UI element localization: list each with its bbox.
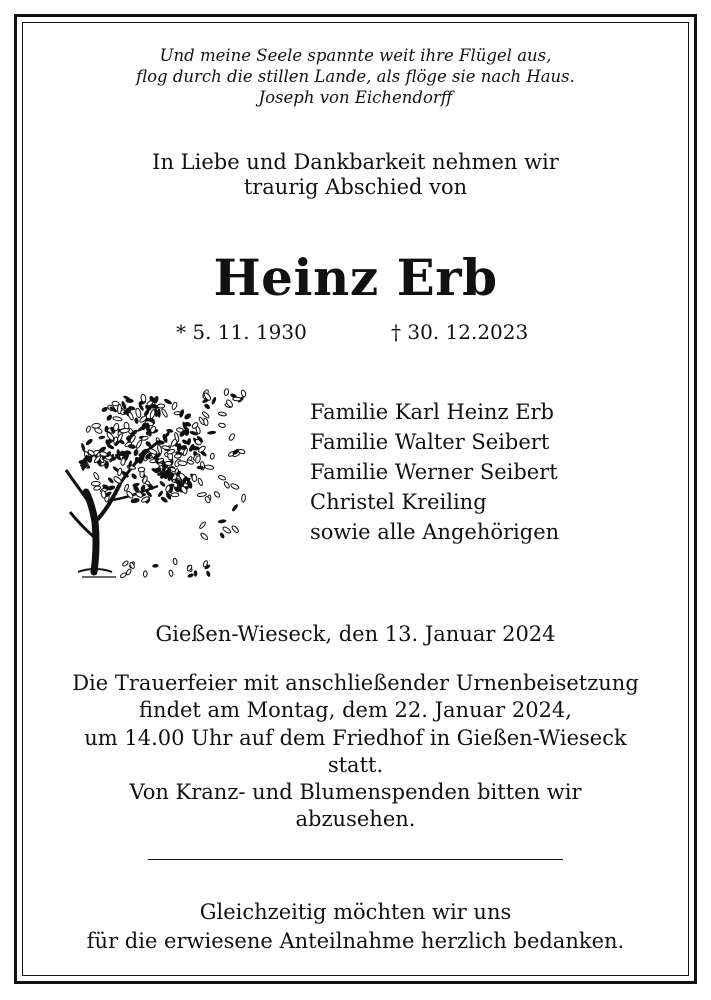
deceased-name: Heinz Erb: [213, 248, 498, 307]
thanks-line: Gleichzeitig möchten wir uns: [199, 900, 512, 924]
quote-line: flog durch die stillen Lande, als flöge sie nach Haus.: [136, 67, 575, 86]
quote-line: Und meine Seele spannte weit ihre Flügel aus,: [159, 46, 552, 65]
ceremony-line: Von Kranz- und Blumenspenden bitten wir: [129, 780, 582, 805]
mourner-name: Christel Kreiling: [310, 490, 487, 514]
ceremony-line: statt.: [327, 752, 384, 777]
poem-quote: [0, 45, 711, 108]
intro-line: In Liebe und Dankbarkeit nehmen wir: [152, 150, 559, 174]
thanks-text: [0, 898, 711, 956]
thanks-line: für die erwiesene Anteilnahme herzlich bedanken.: [86, 929, 625, 953]
death-date: † 30. 12.2023: [391, 320, 529, 344]
ceremony-line: um 14.00 Uhr auf dem Friedhof in Gießen-Wieseck: [84, 725, 627, 750]
mourner-list: [310, 397, 559, 547]
mourner-name: Familie Walter Seibert: [310, 430, 550, 454]
intro-line: traurig Abschied von: [243, 175, 468, 199]
place-and-date: Gießen-Wieseck, den 13. Januar 2024: [155, 622, 556, 646]
birth-date: * 5. 11. 1930: [176, 320, 307, 344]
intro-text: [0, 150, 711, 200]
ceremony-line: Die Trauerfeier mit anschließender Urnenbeisetzung: [72, 671, 639, 695]
ceremony-line: findet am Montag, dem 22. Januar 2024,: [139, 698, 572, 723]
mourner-name: Familie Karl Heinz Erb: [310, 400, 555, 424]
mourner-name: Familie Werner Seibert: [310, 460, 558, 484]
ceremony-notice: [0, 670, 711, 834]
divider-line: [148, 859, 563, 860]
ceremony-line: abzusehen.: [295, 807, 416, 832]
quote-author: Joseph von Eichendorff: [258, 88, 453, 107]
tree-icon: [50, 372, 250, 582]
mourner-name: sowie alle Angehörigen: [310, 520, 560, 544]
